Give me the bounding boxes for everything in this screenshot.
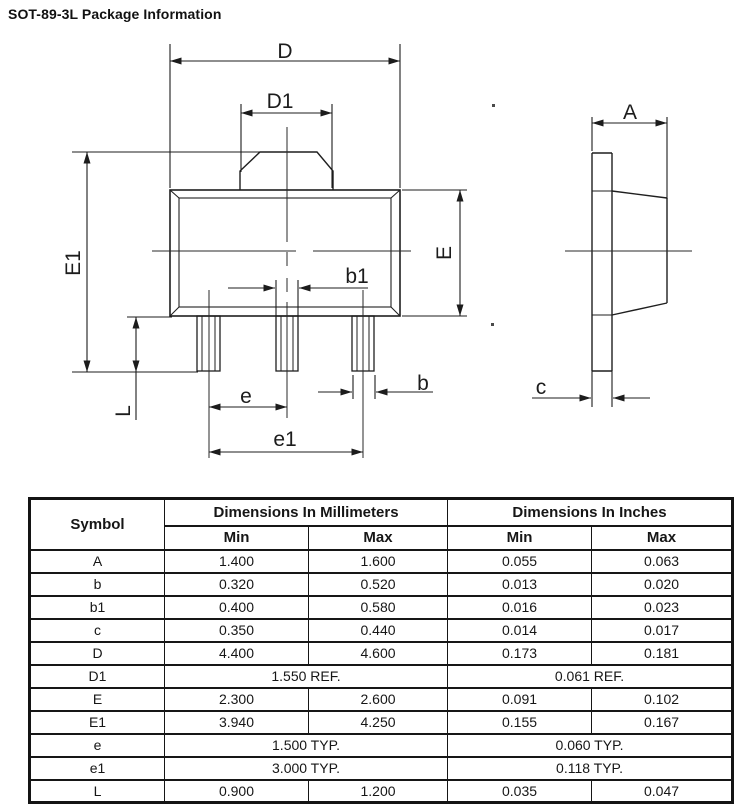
header-in-max: Max <box>592 526 733 550</box>
cell-in-max: 0.020 <box>592 573 733 596</box>
cell-mm-max: 2.600 <box>309 688 448 711</box>
cell-mm-span: 1.500 TYP. <box>165 734 448 757</box>
cell-in-max: 0.181 <box>592 642 733 665</box>
front-view-centerlines <box>152 127 411 458</box>
cell-in-max: 0.023 <box>592 596 733 619</box>
table-row-e1 <box>30 757 733 780</box>
cell-mm-min: 0.350 <box>165 619 309 642</box>
cell-symbol: L <box>30 780 165 803</box>
cell-mm-min: 3.940 <box>165 711 309 734</box>
cell-mm-max: 0.520 <box>309 573 448 596</box>
cell-in-min: 0.013 <box>448 573 592 596</box>
cell-symbol: D1 <box>30 665 165 688</box>
cell-in-span: 0.060 TYP. <box>448 734 733 757</box>
dim-label-D: D <box>277 40 293 63</box>
cell-in-min: 0.035 <box>448 780 592 803</box>
front-view-body <box>170 152 400 316</box>
cell-mm-min: 4.400 <box>165 642 309 665</box>
cell-mm-max: 1.200 <box>309 780 448 803</box>
cell-in-span: 0.118 TYP. <box>448 757 733 780</box>
header-mm-group: Dimensions In Millimeters <box>165 499 448 526</box>
cell-symbol: D <box>30 642 165 665</box>
table-row-A <box>30 550 733 573</box>
page-title: SOT-89-3L Package Information <box>8 6 222 22</box>
dim-label-e: e <box>240 385 252 408</box>
table-row-e <box>30 734 733 757</box>
cell-in-min: 0.091 <box>448 688 592 711</box>
cell-mm-max: 0.580 <box>309 596 448 619</box>
print-dot-artifacts <box>491 104 495 326</box>
dim-label-A: A <box>622 101 638 124</box>
front-view-leads <box>197 316 374 371</box>
header-mm-max: Max <box>309 526 448 550</box>
dim-label-b: b <box>417 372 429 395</box>
cell-in-max: 0.017 <box>592 619 733 642</box>
dim-b <box>318 375 433 399</box>
table-row-L <box>30 780 733 803</box>
cell-mm-max: 4.250 <box>309 711 448 734</box>
cell-symbol: b <box>30 573 165 596</box>
cell-mm-min: 0.900 <box>165 780 309 803</box>
dim-A <box>592 117 667 199</box>
dimensions-table <box>28 497 734 804</box>
header-mm-min: Min <box>165 526 309 550</box>
cell-symbol: E1 <box>30 711 165 734</box>
dim-label-D1: D1 <box>266 90 294 113</box>
cell-symbol: A <box>30 550 165 573</box>
cell-in-max: 0.102 <box>592 688 733 711</box>
side-view-body <box>592 153 667 371</box>
cell-mm-max: 0.440 <box>309 619 448 642</box>
dim-D <box>170 44 400 188</box>
cell-in-min: 0.055 <box>448 550 592 573</box>
dim-label-e1: e1 <box>273 428 297 451</box>
cell-mm-max: 1.600 <box>309 550 448 573</box>
cell-in-span: 0.061 REF. <box>448 665 733 688</box>
table-row-D <box>30 642 733 665</box>
table-row-E <box>30 688 733 711</box>
dim-label-E: E <box>433 245 456 261</box>
table-row-D1 <box>30 665 733 688</box>
header-in-min: Min <box>448 526 592 550</box>
dim-E1 <box>72 152 260 372</box>
cell-symbol: E <box>30 688 165 711</box>
cell-in-min: 0.155 <box>448 711 592 734</box>
cell-in-max: 0.167 <box>592 711 733 734</box>
table-header-groups <box>30 499 733 526</box>
table-row-c <box>30 619 733 642</box>
table-row-b1 <box>30 596 733 619</box>
cell-mm-min: 0.320 <box>165 573 309 596</box>
dim-c <box>532 371 650 407</box>
cell-in-min: 0.016 <box>448 596 592 619</box>
cell-mm-min: 0.400 <box>165 596 309 619</box>
cell-mm-span: 1.550 REF. <box>165 665 448 688</box>
cell-in-min: 0.173 <box>448 642 592 665</box>
cell-symbol: e <box>30 734 165 757</box>
header-in-group: Dimensions In Inches <box>448 499 733 526</box>
cell-in-max: 0.047 <box>592 780 733 803</box>
cell-mm-min: 1.400 <box>165 550 309 573</box>
table-row-b <box>30 573 733 596</box>
dim-label-L: L <box>112 405 135 417</box>
cell-in-max: 0.063 <box>592 550 733 573</box>
table-row-E1 <box>30 711 733 734</box>
cell-in-min: 0.014 <box>448 619 592 642</box>
cell-symbol: b1 <box>30 596 165 619</box>
cell-mm-max: 4.600 <box>309 642 448 665</box>
dim-label-E1: E1 <box>62 250 85 276</box>
dim-label-b1: b1 <box>345 265 369 288</box>
cell-symbol: c <box>30 619 165 642</box>
cell-mm-span: 3.000 TYP. <box>165 757 448 780</box>
dim-label-c: c <box>535 376 547 399</box>
dim-L <box>127 317 172 420</box>
header-symbol: Symbol <box>30 499 165 550</box>
cell-symbol: e1 <box>30 757 165 780</box>
cell-mm-min: 2.300 <box>165 688 309 711</box>
